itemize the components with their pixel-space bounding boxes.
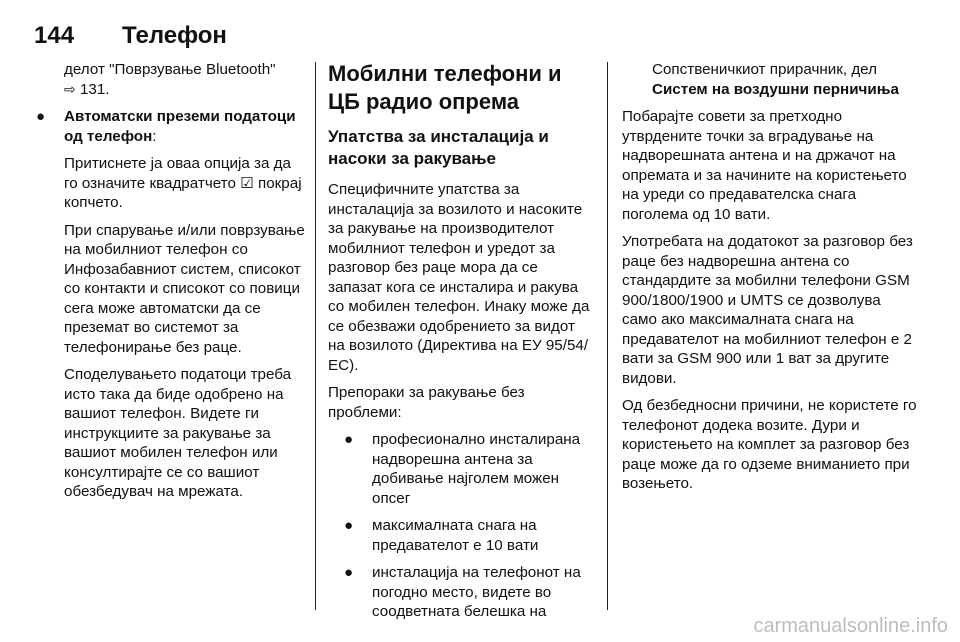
list-item-text: инсталација на телефонот на погодно место, видете во соодветната белешка на: [372, 564, 581, 620]
cross-reference-icon: ⇨: [64, 80, 76, 97]
paragraph: Употребата на додатокот за разговор без раце без надворешна антена со стандардите за мобилни телефони GSM 900/1800/1900 и UMTS се дозволува само ако максималната снага на предавателот на мобилниот телефон е 2 вати за GSM 900 или 1 ват за другите видови.: [622, 233, 913, 387]
list-item: [342, 430, 594, 508]
checkbox-icon: ☑: [240, 174, 254, 192]
paragraph-text: Притиснете ја оваа опција за да го означите квадратчето: [64, 155, 291, 192]
option-title-suffix: :: [152, 127, 157, 145]
subsection-heading: Упатства за инсталација и насоки за ракување: [328, 127, 549, 168]
list-item-text: професионално инсталирана надворешна антена за добивање најголем можен опсег: [372, 431, 581, 507]
paragraph: Побарајте совети за претходно утврдените точки за вградување на надворешната антена и на држачот на опремата и за начините на користењето на уреди со предавателска снага поголема од 10 вати.: [622, 108, 907, 223]
paragraph: Споделувањето податоци треба исто така да биде одобрено на вашиот телефон. Видете ги инструкциите за ракување за вашиот мобилен телефон или консултирајте се со вашиот обезбедувач на мрежата.: [64, 366, 292, 500]
section-heading: Мобилни телефони и ЦБ радио опрема: [328, 61, 562, 114]
section-title: Телефон: [122, 22, 227, 49]
paragraph: Препораки за ракување без проблеми:: [328, 384, 525, 421]
paragraph: [34, 154, 306, 213]
column-divider-right: [607, 62, 608, 610]
list-item: [342, 516, 594, 555]
cross-reference-page[interactable]: 131.: [79, 80, 110, 98]
cross-reference-section[interactable]: Систем на воздушни перничиња: [652, 80, 899, 98]
bullet-icon: ●: [344, 431, 354, 448]
bullet-icon: ●: [344, 517, 354, 534]
column-left: [34, 60, 306, 510]
watermark: carmanualsonline.info: [753, 615, 948, 637]
paragraph: Специфичните упатства за инсталација за возилото и насоките за ракување на производителот мобилниот телефон и уредот за разговор без раце мора да се запазат кога се инсталира и ракува со мобилен телефон. Инаку може да се обезважи одобрението за видот на возилото (Директива на ЕУ 95/54/ ЕС).: [328, 181, 590, 374]
column-right: [622, 60, 918, 502]
list-item-text: максималната снага на предавателот е 10 вати: [372, 517, 539, 554]
continued-text: делот "Поврзување Bluetooth": [64, 61, 276, 78]
paragraph: Од безбедносни причини, не користете го телефонот додека возите. Дури и користењето на комплет за разговор без раце може да го одземе вниманието при возењето.: [622, 397, 917, 492]
page-header: [34, 22, 227, 54]
column-divider-left: [315, 62, 316, 610]
column-middle: [328, 60, 594, 630]
continued-paragraph: [622, 60, 918, 99]
bullet-icon: ●: [36, 108, 46, 125]
list-item: [342, 563, 594, 622]
paragraph: При спарување и/или поврзување на мобилниот телефон со Инфозабавниот систем, списокот со контакти и списокот со повици сега може автоматски да се преземат во системот за телефонирање без раце.: [64, 221, 305, 356]
continued-paragraph: [34, 60, 306, 99]
option-title: Автоматски преземи податоци од телефон: [64, 108, 296, 145]
page-number: 144: [34, 22, 75, 49]
paragraph-text: покрај копчето.: [64, 174, 302, 211]
bullet-icon: ●: [344, 564, 354, 581]
list-item: [34, 107, 306, 146]
continued-text: Сопственичкиот прирачник, дел: [652, 61, 877, 78]
